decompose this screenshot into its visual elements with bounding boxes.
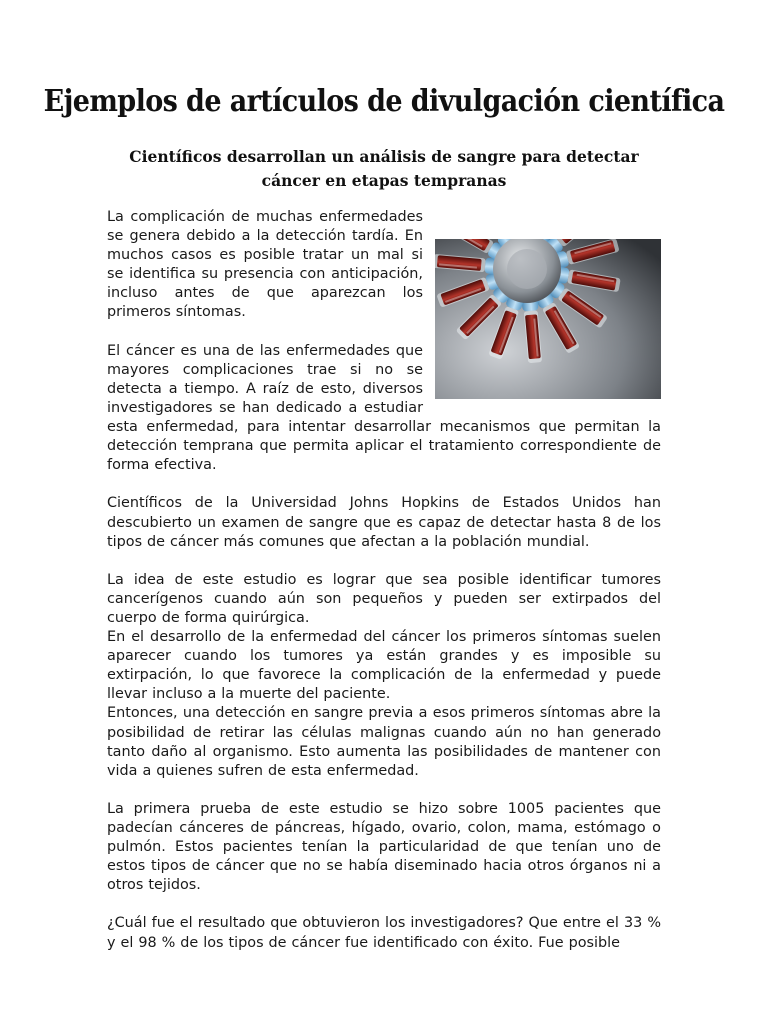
article-body — [107, 208, 661, 972]
paragraph: En el desarrollo de la enfermedad del cáncer los primeros síntomas suelen aparecer cuando los tumores ya están grandes y es imposible su extirpación, lo que favorece la complicación de la enfermedad y puede llevar incluso a la muerte del paciente. — [107, 629, 661, 703]
page-title: Ejemplos de artículos de divulgación científica — [43, 84, 725, 119]
paragraph: La complicación de muchas enfermedades se genera debido a la detección tardía. En muchos casos es posible tratar un mal si se identifica su presencia con anticipación, incluso antes de que aparezcan los primeros síntomas. — [107, 209, 423, 321]
paragraph: ¿Cuál fue el resultado que obtuvieron los investigadores? Que entre el 33 % y el 98 % de los tipos de cáncer fue identificado con éxito. Fue posible — [107, 915, 661, 951]
paragraph: El cáncer es una de las enfermedades que mayores complicaciones trae si no se detecta a tiempo. A raíz de esto, diversos investigadores se han dedicado a estudiar esta enfermedad, para intentar desarrollar mecanismos que permitan la detección temprana que permita aplicar el tratamiento correspondiente de forma efectiva. — [107, 342, 661, 474]
paragraph: Entonces, una detección en sangre previa a esos primeros síntomas abre la posibilidad de retirar las células malignas cuando aún no han generado tanto daño al organismo. Esto aumenta las posibilidades de mantener con vida a quienes sufren de esta enfermedad. — [107, 705, 661, 779]
paragraph: Científicos de la Universidad Johns Hopkins de Estados Unidos han descubierto un examen de sangre que es capaz de detectar hasta 8 de los tipos de cáncer más comunes que afectan a la población mundial. — [107, 495, 661, 550]
paragraph: La primera prueba de este estudio se hizo sobre 1005 pacientes que padecían cánceres de páncreas, hígado, ovario, colon, mama, estómago o pulmón. Estos pacientes tenían la particularidad de que tenían uno de estos tipos de cáncer que no se había diseminado hacia otros órganos ni a otros tejidos. — [107, 800, 661, 894]
centrifuge-blood-tubes-image — [435, 239, 661, 399]
article-subtitle: Científicos desarrollan un análisis de sangre para detectar cáncer en etapas tempranas — [129, 147, 639, 190]
paragraph: La idea de este estudio es lograr que sea posible identificar tumores cancerígenos cuando aún son pequeños y pueden ser extirpados del cuerpo de forma quirúrgica. — [107, 571, 661, 626]
